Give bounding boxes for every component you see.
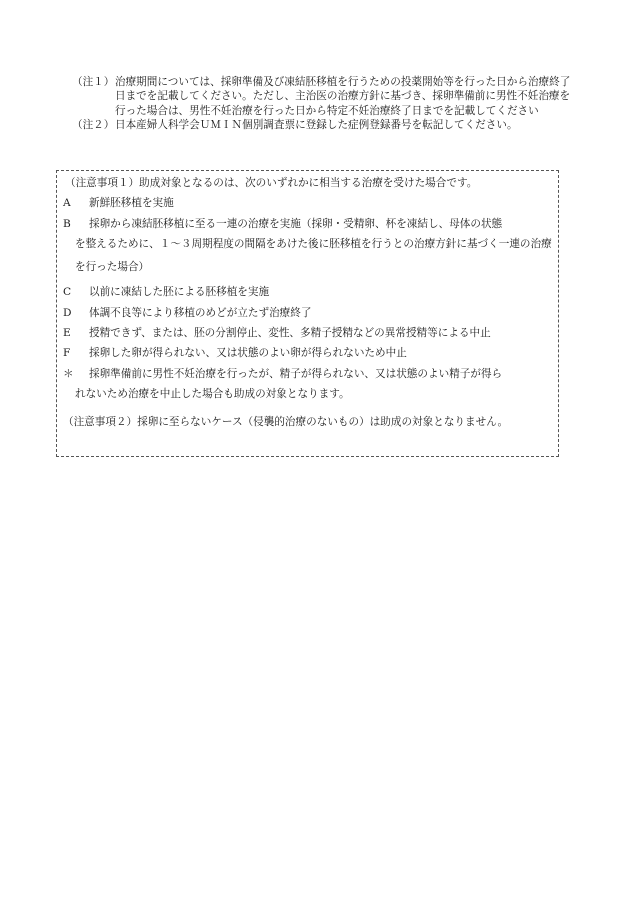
list-item-continuation: を整えるために、１～３周期程度の間隔をあけた後に胚移植を行うとの治療方針に基づく一連の治療を行った場合） bbox=[75, 237, 552, 274]
caution-2-text: （注意事項２）採卵に至らないケース（侵襲的治療のないもの）は助成の対象となりません。 bbox=[63, 416, 509, 429]
caution-box bbox=[56, 170, 559, 457]
note-1-label: （注１） bbox=[72, 76, 115, 88]
list-item-e bbox=[63, 326, 552, 340]
note-2-text: 日本産婦人科学会ＵＭＩＮ個別調査票に登録した症例登録番号を転記してください。 bbox=[115, 118, 518, 131]
list-item-f bbox=[63, 346, 552, 360]
list-item-text: 授精できず、または、胚の分割停止、変性、多精子授精などの異常授精等による中止 bbox=[89, 327, 491, 340]
list-item-b bbox=[63, 217, 552, 280]
caution-1-heading: （注意事項１）助成対象となるのは、次のいずれかに相当する治療を受けた場合です。 bbox=[65, 177, 478, 189]
list-item-marker: ＊ bbox=[63, 367, 74, 380]
list-item-star bbox=[63, 367, 552, 407]
list-item-marker: D bbox=[63, 306, 72, 319]
list-item-text: 新鮮胚移植を実施 bbox=[89, 197, 174, 210]
note-1 bbox=[72, 75, 577, 118]
list-item-marker: C bbox=[63, 286, 72, 299]
list-item-marker: F bbox=[63, 347, 71, 360]
list-item-d bbox=[63, 306, 552, 320]
list-item-text: 体調不良等により移植のめどが立たず治療終了 bbox=[89, 306, 312, 319]
list-item-text: 採卵から凍結胚移植に至る一連の治療を実施（採卵・受精卵、杯を凍結し、母体の状態 bbox=[89, 217, 503, 230]
list-item-text: 採卵した卵が得られない、又は状態のよい卵が得られないため中止 bbox=[89, 347, 407, 360]
list-item-marker: E bbox=[63, 327, 71, 340]
list-item-c bbox=[63, 285, 552, 299]
list-item-text: 採卵準備前に男性不妊治療を行ったが、精子が得られない、又は状態のよい精子が得ら bbox=[89, 367, 503, 380]
list-item-marker: B bbox=[63, 217, 71, 230]
notes-section bbox=[72, 75, 577, 132]
list-item-text: 以前に凍結した胚による胚移植を実施 bbox=[89, 286, 270, 299]
note-2 bbox=[72, 118, 577, 132]
list-item-continuation: れないため治療を中止した場合も助成の対象となります。 bbox=[75, 387, 350, 400]
note-1-text: 治療期間については、採卵準備及び凍結胚移植を行うための投薬開始等を行った日から治療終了日までを記載してください。ただし、主治医の治療方針に基づき、採卵準備前に男性不妊治療を行った場合は、男性不妊治療を行った日から特定不妊治療終了日までを記載してください bbox=[115, 76, 571, 117]
note-2-label: （注２） bbox=[72, 118, 115, 131]
list-item-a bbox=[63, 196, 552, 210]
list-item-marker: A bbox=[63, 197, 71, 210]
